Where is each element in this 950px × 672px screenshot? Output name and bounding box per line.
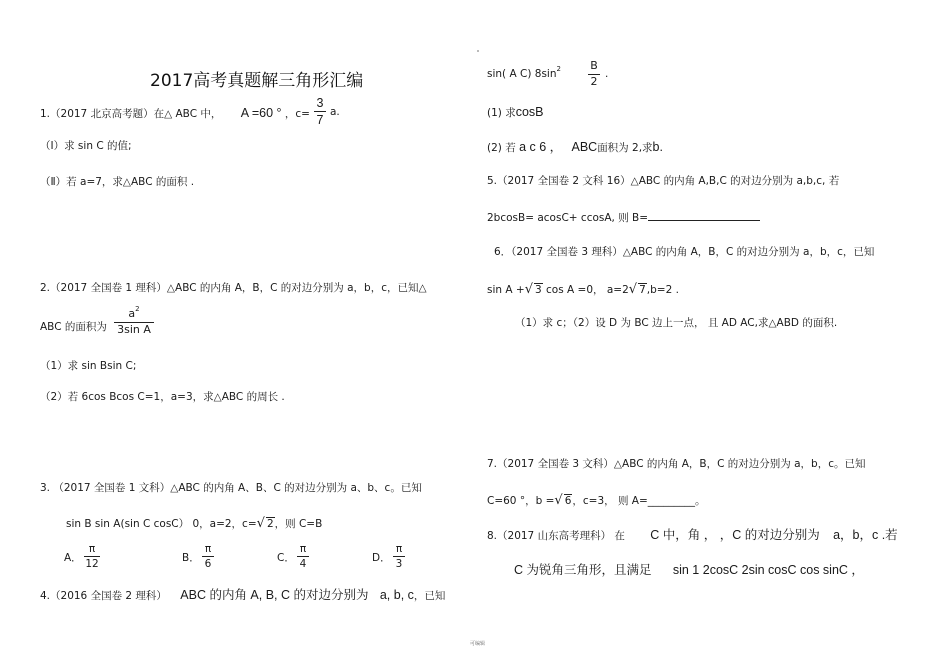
- q2-stem: 2.（2017 全国卷 1 理科）△ABC 的内角 A，B，C 的对边分别为 a，b，c，已知△: [40, 282, 427, 294]
- q7-line2: C=60 °，b =√ 6，c=3， 则 A=_________。: [487, 493, 706, 508]
- q1-stem: 1.（2017 北京高考题）在△ ABC 中， A =60 ° ，c=: [40, 106, 310, 120]
- q1-after: a.: [330, 106, 340, 118]
- q1-part1: （Ⅰ）求 sin C 的值;: [40, 140, 132, 152]
- q2-line2: ABC 的面积为: [40, 321, 107, 333]
- q1-part2: （Ⅱ）若 a=7，求△ABC 的面积 .: [40, 176, 195, 188]
- footer-note: 可编辑: [470, 641, 486, 647]
- q3-equation: sin B sin A(sin C cosC） 0，a=2，c=√ 2，则 C=B: [66, 516, 323, 531]
- q3-option-b-fraction: π 6: [202, 543, 214, 570]
- q4-part2: (2) 若 a c 6 ， ABC面积为 2,求b.: [487, 140, 663, 154]
- q3-option-b-label: B．: [182, 552, 200, 564]
- q1-fraction: 3 7: [314, 96, 326, 128]
- q3-stem: 3. （2017 全国卷 1 文科）△ABC 的内角 A、B、C 的对边分别为 a、b、c。已知: [40, 482, 422, 494]
- q2-part2: （2）若 6cos Bcos C=1，a=3，求△ABC 的周长 .: [40, 391, 285, 403]
- q3-option-a-fraction: π 12: [85, 543, 99, 571]
- q4-equation: sin( A C) $8\sin^2$: [487, 65, 561, 80]
- q6-stem: 6．（2017 全国卷 3 理科）△ABC 的内角 A，B，C 的对边分别为 a，b，c，已知: [494, 246, 875, 258]
- q5-line2: 2bcosB= acosC+ ccosA, 则 B=: [487, 210, 760, 225]
- page-dot: [477, 50, 479, 52]
- q8-line2: C 为锐角三角形，且满足 sin 1 2cosC 2sin cosC cos sinC ，: [514, 563, 864, 577]
- q7-stem: 7.（2017 全国卷 3 文科）△ABC 的内角 A，B，C 的对边分别为 a，b，c。已知: [487, 458, 866, 470]
- q3-option-d-fraction: π 3: [393, 543, 405, 570]
- q4-stem: 4.（2016 全国卷 2 理科） ABC 的内角 A, B, C 的对边分别为 a, b, c，已知: [40, 588, 446, 602]
- q5-stem: 5.（2017 全国卷 2 文科 16）△ABC 的内角 A,B,C 的对边分别为 a,b,c, 若: [487, 175, 840, 187]
- q2-fraction: $a^2$ 3sin A: [114, 308, 154, 336]
- q2-part1: （1）求 sin Bsin C;: [40, 360, 137, 372]
- q8-stem: 8.（2017 山东高考理科） 在 C 中，角 ， ，C 的对边分别为 a，b，c .若: [487, 528, 898, 542]
- q4-fraction: B 2: [588, 60, 600, 88]
- q3-option-a-label: A．: [64, 552, 82, 564]
- q4-equation-dot: .: [605, 68, 609, 80]
- q6-parts: （1）求 c；（2）设 D 为 BC 边上一点， 且 AD AC,求△ABD 的面积.: [515, 317, 838, 329]
- q3-option-c-fraction: π 4: [297, 543, 309, 570]
- q5-answer-blank: [648, 210, 760, 221]
- q3-option-d-label: D．: [372, 552, 391, 564]
- q6-equation: sin A +√ 3 cos A =0， a=2√ 7,b=2 .: [487, 282, 679, 297]
- q3-option-c-label: C．: [277, 552, 295, 564]
- q4-part1: (1) 求cosB: [487, 105, 544, 119]
- page-title: 2017高考真题解三角形汇编: [150, 71, 364, 91]
